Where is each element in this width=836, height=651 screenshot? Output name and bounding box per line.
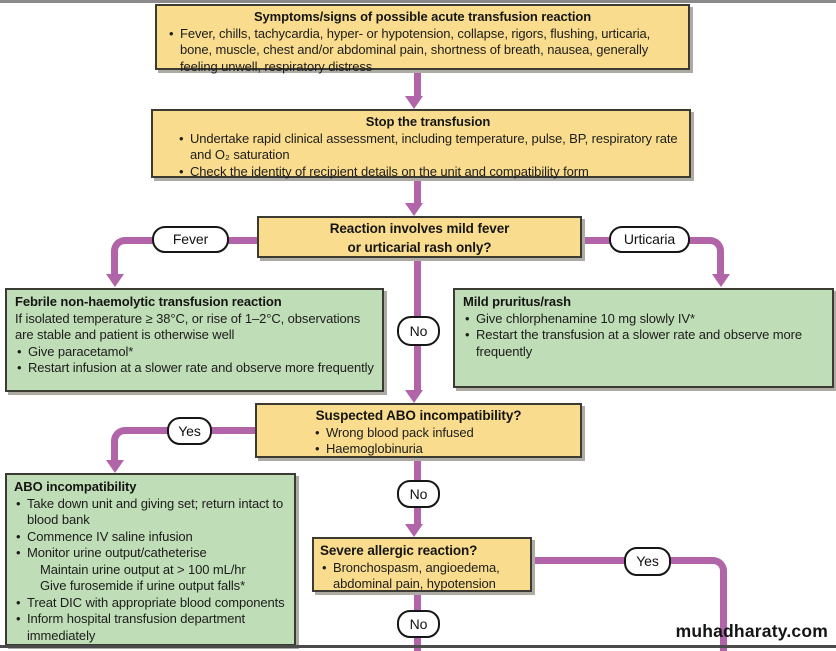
symptoms-box [155,4,690,74]
allergic-title: Severe allergic reaction? [320,543,478,558]
febrile-bullet: • Restart infusion at a slower rate and observe more frequently [15,360,374,377]
febrile-reaction-box [5,288,384,392]
febrile-bullet: • Give paracetamol* [15,344,374,361]
pruritus-bullet: • Restart the transfusion at a slower rate and observe more frequently [463,327,824,360]
arrowhead-stop-to-mild-question [405,203,423,216]
no-label-abo [397,480,440,508]
stop-bullet: • Undertake rapid clinical assessment, including temperature, pulse, BP, respiratory rate and O₂ saturation [177,131,679,164]
connector-stop-to-mild-question [414,178,421,204]
symptoms-bullet: • Fever, chills, tachycardia, hyper- or hypotension, collapse, rigors, flushing, urticaria, bone, muscle, chest and/or abdominal pain, shortness of breath, nausea, generally feeling unwell, respiratory distress [167,26,678,76]
yes-label-text: Yes [178,422,201,439]
abo-title: ABO incompatibility [14,479,137,494]
fever-label-text: Fever [172,231,209,248]
mild-question-line1: Reaction involves mild fever [329,221,510,236]
abo-question-title: Suspected ABO incompatibility? [315,408,522,423]
stop-transfusion-box [151,109,691,178]
abo-question-box [255,403,582,458]
stop-title: Stop the transfusion [365,114,491,129]
no-label-text: No [409,615,428,632]
arrowhead-no-to-abo-question [405,390,423,403]
no-label-allergic [397,610,440,638]
arrowhead-urticaria-branch [712,274,730,287]
abo-bullet: • Treat DIC with appropriate blood components [14,595,287,612]
no-label-text: No [409,322,428,339]
arrowhead-no-to-allergic-question [405,524,423,537]
bottom-rule [0,645,836,648]
top-rule [0,0,836,3]
mild-pruritus-box [453,288,834,388]
abo-bullet: • Take down unit and giving set; return intact to blood bank [14,496,287,529]
arrowhead-symptoms-to-stop [405,96,423,109]
febrile-body: If isolated temperature ≥ 38°C, or rise of 1–2°C, observations are stable and patient is otherwise well [15,310,361,342]
urticaria-label-text: Urticaria [623,231,676,248]
febrile-title: Febrile non-haemolytic transfusion reaction [15,294,282,309]
arrowhead-yes-abo-branch [106,460,124,473]
no-label-mild [397,316,440,346]
no-label-text: No [409,485,428,502]
abo-bullet: • Monitor urine output/catheterise [14,545,287,562]
stop-bullet: • Check the identity of recipient details on the unit and compatibility form [177,164,679,181]
yes-label-abo [167,417,212,445]
fever-label [152,226,229,253]
pruritus-bullet: • Give chlorphenamine 10 mg slowly IV* [463,311,824,328]
arrowhead-fever-branch [106,274,124,287]
abo-subline: Give furosemide if urine output falls* [40,578,246,593]
severe-allergic-question-box [312,537,532,592]
mild-fever-question-box [257,216,582,258]
symptoms-title: Symptoms/signs of possible acute transfusion reaction [253,9,592,24]
urticaria-label [609,226,690,253]
mild-question-line2: or urticarial rash only? [347,239,492,255]
abo-bullet: • Commence IV saline infusion [14,529,287,546]
pruritus-title: Mild pruritus/rash [463,294,571,309]
abo-subline: Maintain urine output at > 100 mL/hr [40,561,246,577]
abo-bullet: • Inform hospital transfusion department immediately [14,611,287,644]
abo-question-bullet: • Wrong blood pack infused [313,425,572,442]
watermark: muhadharaty.com [675,621,828,641]
yes-label-allergic [624,547,671,576]
yes-label-text: Yes [636,553,659,570]
abo-question-bullet: • Haemoglobinuria [313,441,572,458]
abo-incompatibility-box [5,473,296,646]
allergic-bullet: • Bronchospasm, angioedema, abdominal pain, hypotension [320,560,524,593]
